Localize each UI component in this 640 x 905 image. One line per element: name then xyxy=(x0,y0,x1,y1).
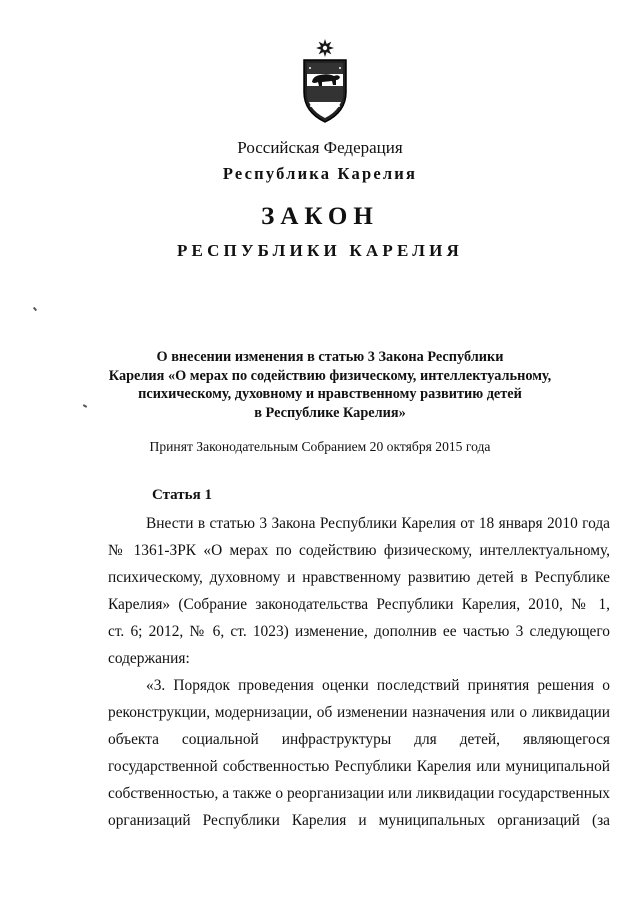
title-line: О внесении изменения в статью 3 Закона Республики xyxy=(156,349,504,365)
body-line: организаций Республики Карелия и муниципальных организаций (за xyxy=(108,812,610,829)
body-line: содержания: xyxy=(108,650,190,667)
body-line: № 1361-ЗРК «О мерах по содействию физическому, интеллектуальному, xyxy=(108,542,610,559)
body-line: Карелия» (Собрание законодательства Республики Карелия, 2010, № 1, xyxy=(108,596,610,613)
article-heading: Статья 1 xyxy=(152,487,212,503)
body-line: государственной собственностью Республики Карелия или муниципальной xyxy=(108,758,610,775)
title-line: Карелия «О мерах по содействию физическому, интеллектуальному, xyxy=(108,367,552,384)
document-issuer: РЕСПУБЛИКИ КАРЕЛИЯ xyxy=(176,241,464,260)
title-line: психическому, духовному и нравственному развитию детей xyxy=(138,386,522,402)
title-line: в Республике Карелия» xyxy=(254,404,406,421)
body-line: «3. Порядок проведения оценки последствий принятия решения о xyxy=(146,677,610,694)
republic-name: Республика Карелия xyxy=(222,164,418,183)
law-title xyxy=(80,348,580,422)
document-type: ЗАКОН xyxy=(261,203,379,230)
body-line: психическому, духовному и нравственному развитию детей в Республике xyxy=(108,569,610,586)
coat-of-arms-emblem xyxy=(298,38,352,126)
country-name: Российская Федерация xyxy=(237,138,403,157)
body-line: объекта социальной инфраструктуры для детей, являющегося xyxy=(108,731,610,748)
body-line: ст. 6; 2012, № 6, ст. 1023) изменение, дополнив ее частью 3 следующего xyxy=(108,623,610,640)
scan-speck xyxy=(33,307,37,311)
body-line: собственностью, а также о реорганизации или ликвидации государственных xyxy=(108,785,610,802)
adoption-note: Принят Законодательным Собранием 20 октября 2015 года xyxy=(149,439,491,454)
body-line: реконструкции, модернизации, об изменении назначения или о ликвидации xyxy=(108,704,610,721)
body-line: Внести в статью 3 Закона Республики Карелия от 18 января 2010 года xyxy=(146,515,610,532)
